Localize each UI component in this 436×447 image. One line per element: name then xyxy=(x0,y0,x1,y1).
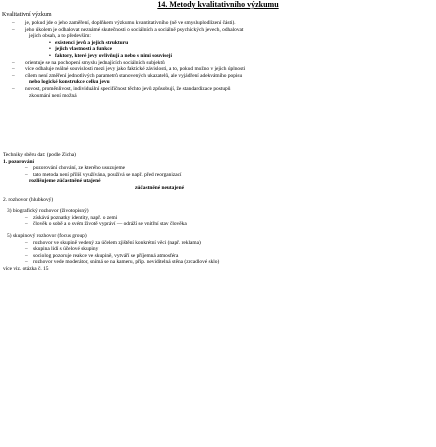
group-item: – rozhovor ve skupině vedený za účelem zjištění konkrétní věci (např. reklama) xyxy=(3,240,431,247)
data-collection-techniques xyxy=(3,152,431,273)
qualitative-research-list xyxy=(3,20,431,99)
observation-item-continuation: zúčastněné neutajené xyxy=(135,184,184,191)
group-item: – rozhovor vede moderátor, snímá se na kameru, příp. neviditelná stěna (zrcadlové sklo) xyxy=(3,259,431,266)
list-item-continuation: zkoumání není možná xyxy=(29,92,77,99)
technique-biographic-interview: 3) biografický rozhovor (životopisný) xyxy=(7,208,89,215)
list-item-continuation: nebo logické konstrukce celku jevu xyxy=(29,79,110,86)
list-item-continuation: jejich obsah, a to především: xyxy=(29,33,91,40)
techniques-heading: Techniky sběru dat: (podle Zicha) xyxy=(3,152,76,158)
group-item: – sociolog pozoruje reakce ve skupině, vytváří se příjemná atmosféra xyxy=(3,253,431,260)
observation-item: – pozorování chování, ze kterého usuzujeme xyxy=(3,165,431,172)
list-item: – více odhaluje reálné souvislosti mezi jevy jako faktické závislosti, a to, pokud možno v jejich úplnosti xyxy=(3,66,431,73)
technique-interview: 2. rozhovor (hlubkový) xyxy=(3,196,54,203)
sub-item: • jejich vlastnosti a funkce xyxy=(3,46,431,53)
document-title: 14. Metody kvalitativního výzkumu xyxy=(157,0,279,9)
group-item: – skupina lidí s účelové skupiny xyxy=(3,246,431,253)
section-heading: Kvalitativní výzkum xyxy=(2,12,52,18)
biographic-item: – člověk o sobě a o svém životě vypráví — odráží se vnitřní stav člověka xyxy=(3,221,431,228)
list-item: – je, pokud jde o jeho zaměření, doplňkem výzkumu kvantitativního (ně ve smysluplodlízení části). xyxy=(3,20,431,27)
see-also-note: více viz. otázka č. 15 xyxy=(3,265,49,272)
observation-item-continuation: rozlišujeme zúčastněné utajené xyxy=(29,178,101,185)
list-item: – cílem není změření jednotlivých parametrů stanovených ukazatelů, ale vyjádření adekvátního popisu xyxy=(3,73,431,80)
sub-item: • existenci jevů a jejich strukturu xyxy=(3,40,431,47)
observation-item: – tato metoda není příliš využívána, používá se např. před reorganizací xyxy=(3,172,431,179)
technique-observation: 1. pozorování xyxy=(3,158,35,165)
technique-group-interview: 5) skupinový rozhovor (focus group) xyxy=(7,232,87,239)
sub-item: • faktory, které jevy ovlivňují a nebo s nimi souvisejí xyxy=(3,53,431,60)
biographic-item: – získává poznatky identity, např. o zemi xyxy=(3,215,431,222)
list-item: – orientuje se na pochopení smyslu jednajících sociálních subjektů xyxy=(3,60,431,67)
list-item: – novost, proměnlivost, individuální specifičnost těchto jevů způsobují, že standardizace postupů xyxy=(3,86,431,93)
list-item: – jeho úkolem je odhalovat neznámé skutečnosti o sociálních a sociálně psychických jevech, odhalovat xyxy=(3,27,431,34)
